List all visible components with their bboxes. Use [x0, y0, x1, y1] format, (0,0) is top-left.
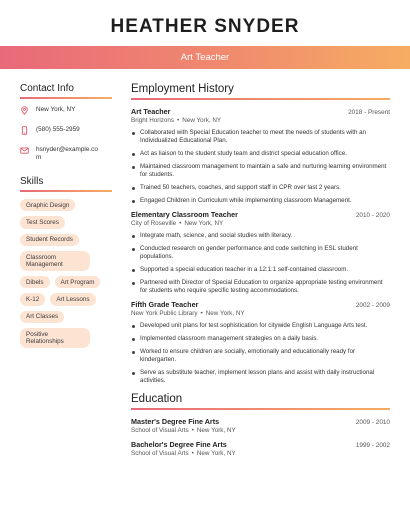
skill-tag: K-12 [20, 293, 45, 305]
school-location: New York, NY [196, 450, 236, 457]
job-org: Bright Horizons [131, 117, 175, 124]
bullet-item: Conducted research on gender performance and code switching in ESL student populations. [131, 245, 390, 261]
skill-tag: Graphic Design [20, 199, 75, 211]
job-location: New York, NY [182, 117, 222, 124]
bullet-item: Act as liaison to the student study team and district special education office. [131, 150, 390, 158]
job-bullets [131, 232, 390, 295]
main-content [131, 83, 390, 463]
education-entry [131, 440, 390, 457]
bullet-item: Engaged Children in Curriculum while implementing classroom Management. [131, 197, 390, 205]
phone-text: (580) 555-2959 [36, 126, 80, 133]
job-bullets [131, 322, 390, 385]
separator-dot: • [191, 450, 194, 457]
contact-rule [20, 97, 112, 99]
job-entry [131, 107, 390, 205]
bullet-item: Integrate math, science, and social studies with literacy. [131, 232, 390, 240]
job-bullets [131, 129, 390, 205]
candidate-name: HEATHER SNYDER [110, 16, 300, 37]
education-dates: 2009 - 2010 [355, 419, 390, 426]
job-entry [131, 210, 390, 295]
contact-email[interactable] [20, 146, 112, 162]
job-org: New York Public Library [131, 310, 198, 317]
contact-heading: Contact Info [20, 83, 74, 94]
contact-phone [20, 126, 112, 135]
job-title: Fifth Grade Teacher [131, 300, 199, 309]
employment-heading: Employment History [131, 83, 234, 95]
bullet-item: Developed unit plans for test sophistication for citywide English Language Arts test. [131, 322, 390, 330]
job-location: New York, NY [184, 220, 224, 227]
bullet-item: Collaborated with Special Education teacher to meet the needs of students with an Individualized Educational Plan. [131, 129, 390, 145]
skill-tag: Test Scores [20, 216, 65, 228]
skills-rule [20, 190, 112, 192]
job-org: City of Roseville [131, 220, 177, 227]
email-icon [20, 146, 29, 155]
skill-tag: Positive Relationships [20, 328, 90, 348]
job-dates: 2010 - 2020 [355, 212, 390, 219]
school-name: School of Visual Arts [131, 427, 189, 434]
job-title-banner: Art Teacher [0, 46, 410, 69]
separator-dot: • [179, 220, 182, 227]
bullet-item: Maintained classroom management to maintain a safe and nurturing learning environment for students. [131, 163, 390, 179]
job-dates: 2002 - 2009 [355, 302, 390, 309]
bullet-item: Partnered with Director of Special Education to organize appropriate testing environment for students who require specific testing accommodations. [131, 279, 390, 295]
education-heading: Education [131, 393, 183, 405]
job-location: New York, NY [205, 310, 245, 317]
separator-dot: • [200, 310, 203, 317]
skill-tag: Classroom Management [20, 251, 90, 271]
job-dates: 2018 - Present [348, 109, 390, 116]
email-text[interactable]: hsnyder@example.com [36, 146, 98, 161]
phone-icon [20, 126, 29, 135]
contact-location [20, 106, 112, 115]
bullet-item: Serve as substitute teacher, implement lesson plans and assist with daily instructional activities. [131, 369, 390, 385]
job-entry [131, 300, 390, 385]
school-location: New York, NY [196, 427, 236, 434]
skill-tag: Student Records [20, 234, 79, 246]
bullet-item: Trained 50 teachers, coaches, and support staff in CPR over last 2 years. [131, 184, 390, 192]
bullet-item: Supported a special education teacher in a 12:1:1 self-contained classroom. [131, 266, 390, 274]
job-title: Elementary Classroom Teacher [131, 210, 238, 219]
degree-title: Master's Degree Fine Arts [131, 417, 220, 426]
skills-heading: Skills [20, 176, 44, 187]
skill-tag: Art Lessons [50, 293, 95, 305]
location-text: New York, NY [36, 106, 76, 113]
sidebar [20, 83, 112, 348]
employment-rule [131, 98, 390, 100]
skill-tag: Art Program [55, 276, 101, 288]
skill-tag: Dibels [20, 276, 50, 288]
separator-dot: • [191, 427, 194, 434]
school-name: School of Visual Arts [131, 450, 189, 457]
skills-list [20, 199, 112, 348]
education-rule [131, 408, 390, 410]
location-pin-icon [20, 106, 29, 115]
education-dates: 1999 - 2002 [355, 442, 390, 449]
skill-tag: Art Classes [20, 311, 64, 323]
education-entry [131, 417, 390, 434]
job-title: Art Teacher [131, 107, 171, 116]
bullet-item: Worked to ensure children are socially, emotionally and educationally ready for kindergarten. [131, 348, 390, 364]
separator-dot: • [177, 117, 180, 124]
degree-title: Bachelor's Degree Fine Arts [131, 440, 227, 449]
bullet-item: Implemented classroom management strategies on a daily basis. [131, 335, 390, 343]
